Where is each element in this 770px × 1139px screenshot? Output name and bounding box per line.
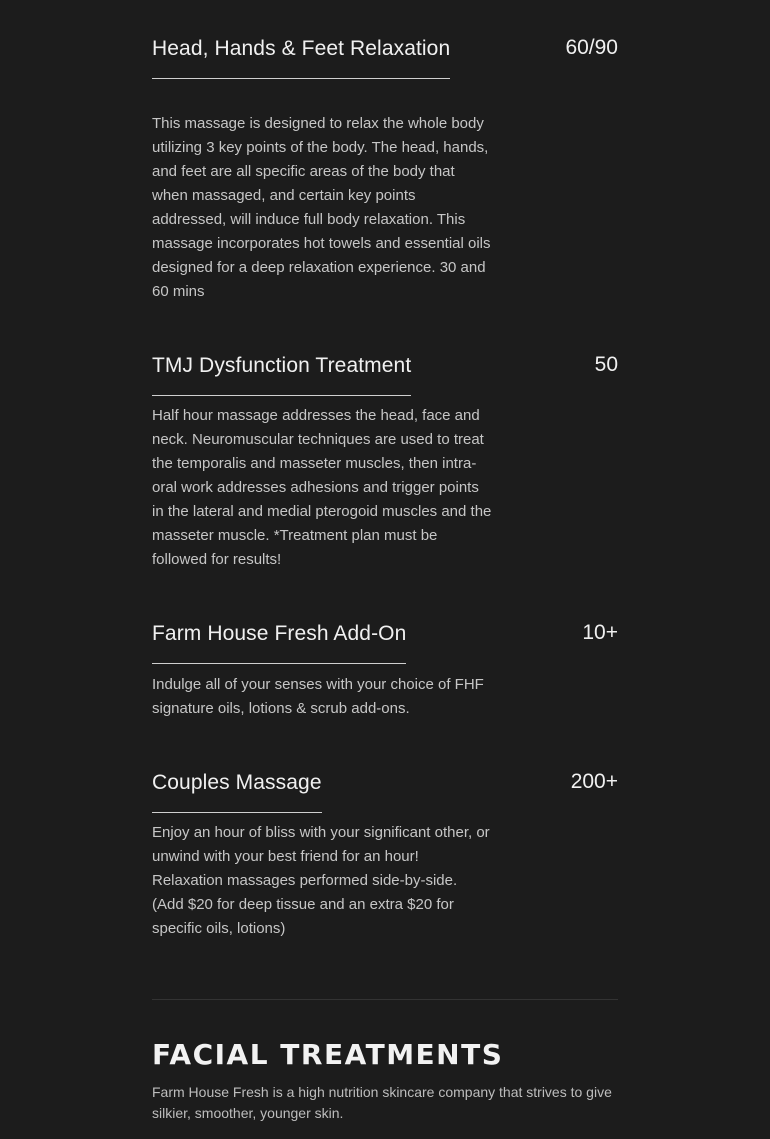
service-description: This massage is designed to relax the whole body utilizing 3 key points of the body. The head, hands, and feet are all specific areas of the body that when massaged, and certain key points addressed, will induce full body relaxation. This massage incorporates hot towels and essential oils designed for a deep relaxation experience. 30 and 60 mins — [152, 115, 491, 300]
service-description: Enjoy an hour of bliss with your significant other, or unwind with your best friend for an hour! Relaxation massages performed side-by-side. (Add $20 for deep tissue and an extra $20 for specific oils, lotions) — [152, 824, 490, 937]
service-price: 50 — [594, 353, 618, 376]
service-title: Head, Hands & Feet Relaxation — [152, 36, 450, 79]
service-title: Couples Massage — [152, 770, 322, 813]
service-price: 10+ — [582, 621, 618, 644]
service-price: 60/90 — [565, 36, 618, 59]
service-item-tmj — [152, 353, 618, 572]
section-divider — [152, 999, 618, 1000]
service-description: Indulge all of your senses with your choice of FHF signature oils, lotions & scrub add-ons. — [152, 676, 484, 717]
facial-treatments-heading: FACIAL TREATMENTS — [152, 1038, 504, 1071]
service-item-farm-house-fresh — [152, 621, 618, 721]
facial-treatments-description: Farm House Fresh is a high nutrition skincare company that strives to give silkier, smoother, younger skin. — [152, 1084, 612, 1121]
service-item-head-hands-feet — [152, 36, 618, 304]
service-price: 200+ — [570, 770, 618, 793]
service-title: Farm House Fresh Add-On — [152, 621, 406, 664]
service-description: Half hour massage addresses the head, face and neck. Neuromuscular techniques are used to treat the temporalis and masseter muscles, then intra-oral work addresses adhesions and trigger points in the lateral and medial pterogoid muscles and the masseter muscle. *Treatment plan must be followed for results! — [152, 407, 492, 568]
service-title: TMJ Dysfunction Treatment — [152, 353, 411, 396]
service-item-couples-massage — [152, 770, 618, 941]
